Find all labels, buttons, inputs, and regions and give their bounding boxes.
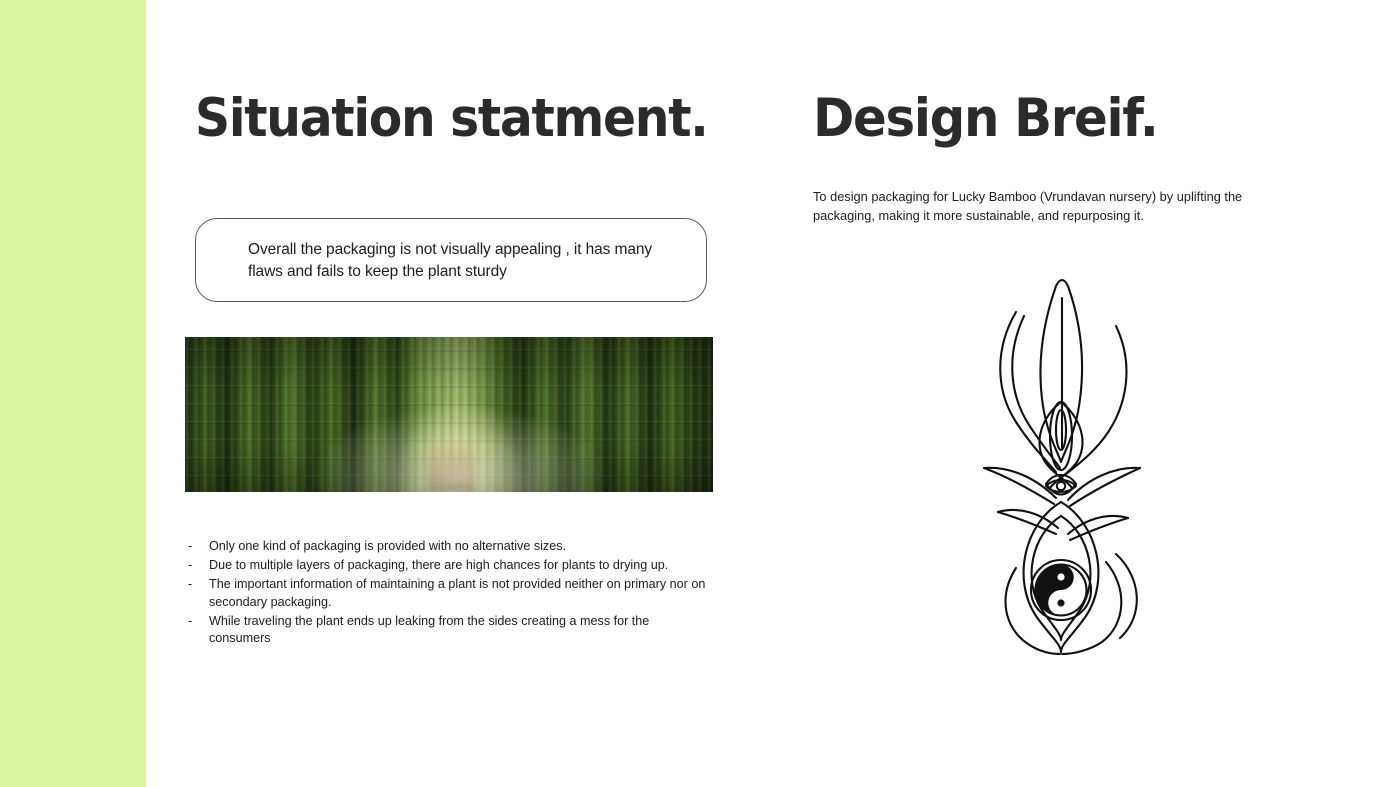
list-item — [185, 576, 713, 612]
issues-list — [185, 538, 713, 649]
lucky-bamboo-yin-yang-icon — [920, 272, 1200, 672]
callout-text: Overall the packaging is not visually appealing , it has many flaws and fails to keep the plant sturdy — [248, 241, 653, 281]
list-item-label: Only one kind of packaging is provided with no alternative sizes. — [209, 539, 567, 553]
design-brief-section — [810, 0, 1310, 787]
bullet-marker: - — [188, 613, 193, 628]
list-item — [185, 613, 713, 649]
design-brief-text: To design packaging for Lucky Bamboo (Vrundavan nursery) by uplifting the packaging, making it more sustainable, and repurposing it. — [813, 189, 1243, 223]
callout-box — [195, 218, 707, 302]
image-vignette-layer — [185, 337, 713, 492]
bullet-marker: - — [188, 539, 193, 553]
list-item-label: While traveling the plant ends up leaking from the sides creating a mess for the consumers — [209, 613, 650, 646]
accent-band — [0, 0, 146, 787]
list-item — [185, 557, 713, 575]
situation-statement-section — [185, 0, 715, 787]
bullet-marker: - — [188, 576, 193, 591]
page-title: Situation statment. — [195, 88, 708, 149]
bullet-marker: - — [188, 557, 193, 572]
list-item — [185, 538, 713, 556]
list-item-label: The important information of maintaining a plant is not provided neither on primary nor on secondary packaging. — [209, 576, 706, 609]
bamboo-forest-image — [185, 337, 713, 492]
list-item-label: Due to multiple layers of packaging, there are high chances for plants to drying up. — [209, 557, 669, 572]
section-title: Design Breif. — [813, 88, 1158, 149]
